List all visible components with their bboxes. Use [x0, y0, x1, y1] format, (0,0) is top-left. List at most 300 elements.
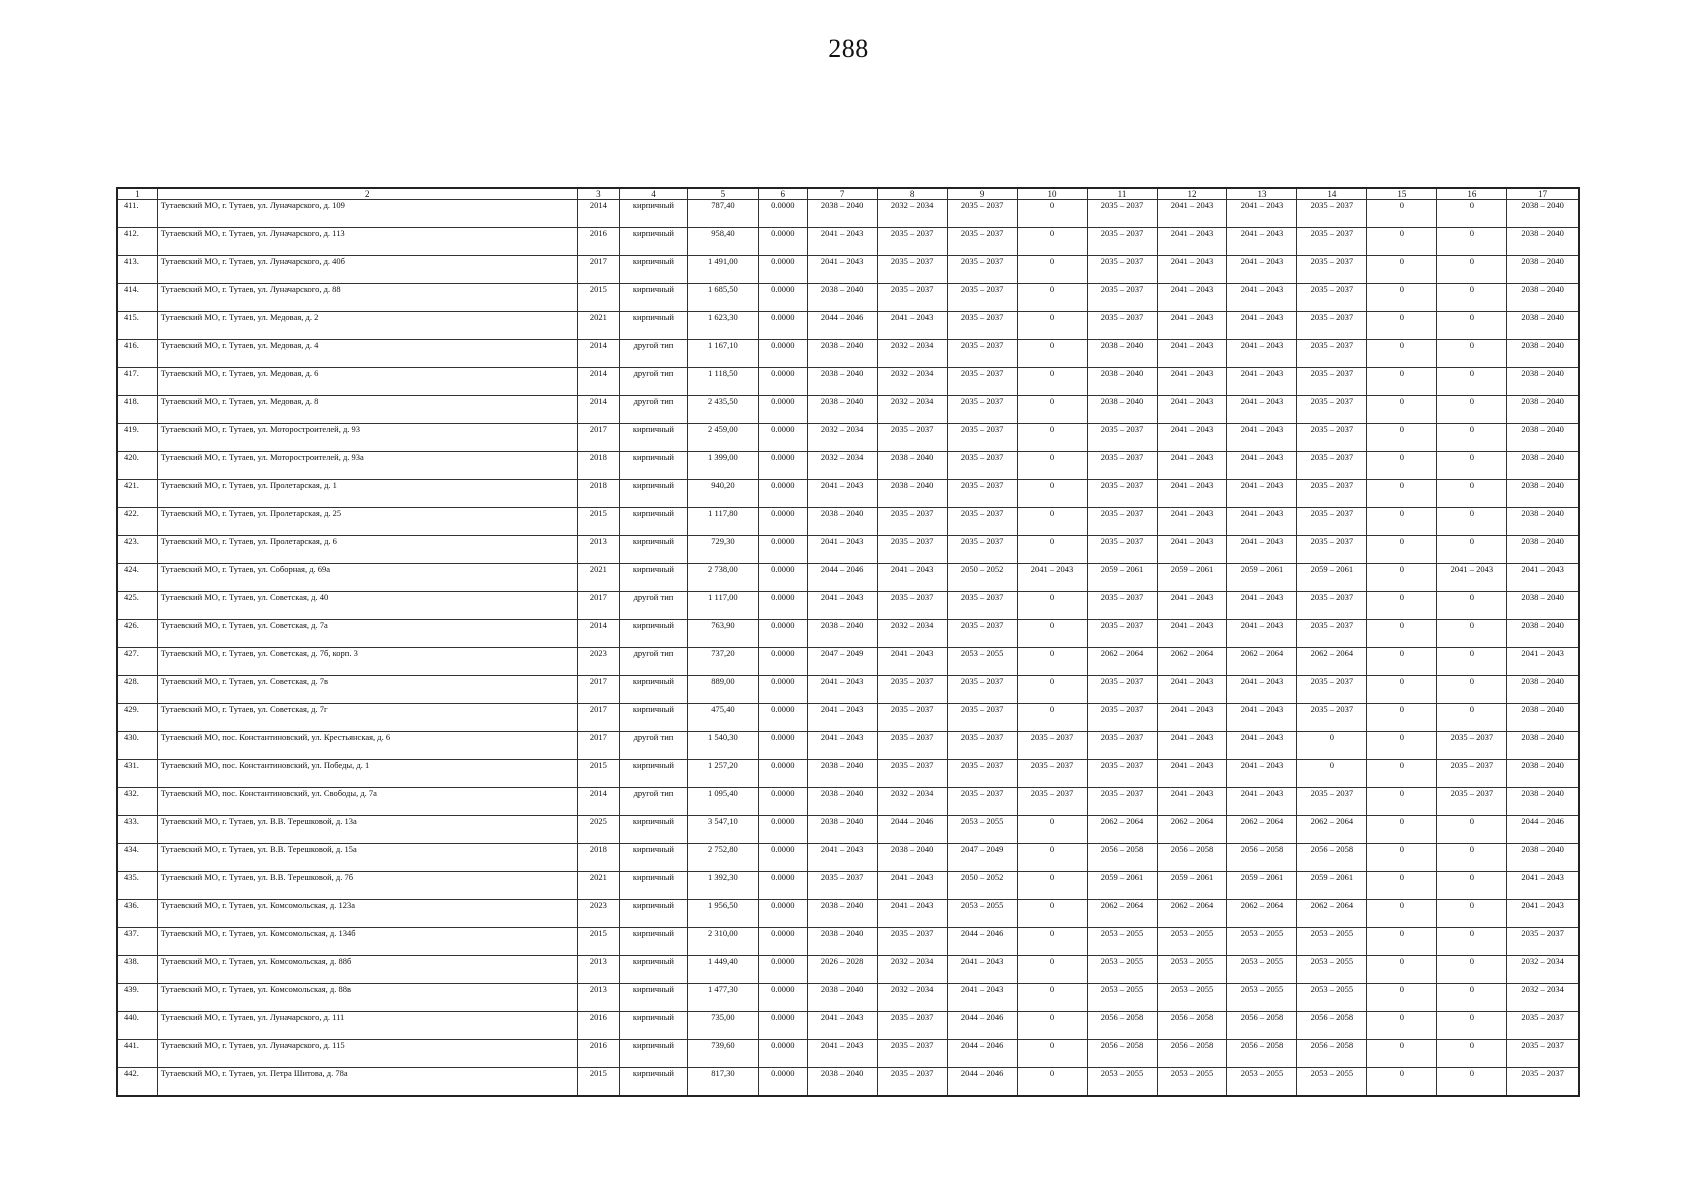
cell-period-col-11: 2035 – 2037 [1087, 732, 1157, 760]
cell-wall-material: другой тип [620, 340, 688, 368]
cell-period-col-15: 0 [1367, 928, 1437, 956]
cell-period-col-12: 2041 – 2043 [1157, 200, 1227, 228]
cell-period-col-15: 0 [1367, 592, 1437, 620]
cell-row-number: 429. [117, 704, 157, 732]
cell-period-col-8: 2041 – 2043 [877, 900, 947, 928]
cell-period-col-16: 0 [1437, 284, 1507, 312]
table-row [117, 564, 1579, 592]
cell-period-col-11: 2035 – 2037 [1087, 760, 1157, 788]
table-row [117, 788, 1579, 816]
cell-period-col-8: 2035 – 2037 [877, 732, 947, 760]
cell-year: 2016 [577, 228, 619, 256]
cell-period-col-12: 2041 – 2043 [1157, 452, 1227, 480]
cell-wall-material: кирпичный [620, 872, 688, 900]
cell-period-col-13: 2041 – 2043 [1227, 676, 1297, 704]
cell-wall-material: другой тип [620, 648, 688, 676]
cell-period-col-17: 2044 – 2046 [1507, 816, 1579, 844]
cell-period-col-11: 2053 – 2055 [1087, 928, 1157, 956]
cell-coefficient: 0.0000 [758, 396, 807, 424]
cell-address: Тутаевский МО, г. Тутаев, ул. Комсомольская, д. 88б [157, 956, 577, 984]
cell-period-col-7: 2038 – 2040 [807, 928, 877, 956]
cell-period-col-15: 0 [1367, 1012, 1437, 1040]
cell-period-col-9: 2035 – 2037 [947, 704, 1017, 732]
cell-period-col-16: 2035 – 2037 [1437, 788, 1507, 816]
cell-coefficient: 0.0000 [758, 760, 807, 788]
cell-coefficient: 0.0000 [758, 872, 807, 900]
cell-period-col-11: 2035 – 2037 [1087, 536, 1157, 564]
cell-period-col-11: 2035 – 2037 [1087, 452, 1157, 480]
table-row [117, 1068, 1579, 1097]
cell-period-col-13: 2041 – 2043 [1227, 228, 1297, 256]
cell-period-col-14: 2053 – 2055 [1297, 1068, 1367, 1097]
cell-row-number: 427. [117, 648, 157, 676]
table-row [117, 368, 1579, 396]
table-row [117, 536, 1579, 564]
cell-period-col-7: 2038 – 2040 [807, 368, 877, 396]
cell-period-col-10: 0 [1017, 536, 1087, 564]
cell-area: 1 477,30 [687, 984, 758, 1012]
cell-period-col-8: 2032 – 2034 [877, 620, 947, 648]
cell-area: 2 435,50 [687, 396, 758, 424]
cell-wall-material: другой тип [620, 788, 688, 816]
cell-period-col-15: 0 [1367, 284, 1437, 312]
cell-wall-material: кирпичный [620, 424, 688, 452]
cell-row-number: 411. [117, 200, 157, 228]
cell-wall-material: кирпичный [620, 1012, 688, 1040]
cell-period-col-15: 0 [1367, 256, 1437, 284]
cell-period-col-10: 0 [1017, 648, 1087, 676]
table-row [117, 900, 1579, 928]
cell-period-col-11: 2038 – 2040 [1087, 340, 1157, 368]
cell-period-col-16: 0 [1437, 424, 1507, 452]
cell-coefficient: 0.0000 [758, 508, 807, 536]
cell-coefficient: 0.0000 [758, 648, 807, 676]
cell-period-col-14: 2035 – 2037 [1297, 452, 1367, 480]
cell-period-col-16: 0 [1437, 508, 1507, 536]
cell-period-col-14: 2035 – 2037 [1297, 424, 1367, 452]
cell-period-col-12: 2059 – 2061 [1157, 564, 1227, 592]
cell-period-col-13: 2041 – 2043 [1227, 424, 1297, 452]
cell-period-col-9: 2035 – 2037 [947, 200, 1017, 228]
cell-wall-material: кирпичный [620, 816, 688, 844]
cell-area: 817,30 [687, 1068, 758, 1097]
cell-area: 1 956,50 [687, 900, 758, 928]
cell-period-col-17: 2041 – 2043 [1507, 648, 1579, 676]
cell-period-col-16: 0 [1437, 228, 1507, 256]
cell-wall-material: кирпичный [620, 928, 688, 956]
cell-period-col-7: 2041 – 2043 [807, 704, 877, 732]
cell-period-col-8: 2035 – 2037 [877, 424, 947, 452]
cell-period-col-9: 2035 – 2037 [947, 368, 1017, 396]
table-row [117, 396, 1579, 424]
cell-area: 2 752,80 [687, 844, 758, 872]
cell-row-number: 435. [117, 872, 157, 900]
cell-period-col-8: 2032 – 2034 [877, 368, 947, 396]
cell-period-col-15: 0 [1367, 816, 1437, 844]
cell-row-number: 430. [117, 732, 157, 760]
table-row [117, 256, 1579, 284]
cell-period-col-11: 2056 – 2058 [1087, 1012, 1157, 1040]
cell-row-number: 426. [117, 620, 157, 648]
cell-wall-material: кирпичный [620, 676, 688, 704]
cell-period-col-17: 2038 – 2040 [1507, 480, 1579, 508]
cell-coefficient: 0.0000 [758, 1068, 807, 1097]
cell-period-col-12: 2053 – 2055 [1157, 984, 1227, 1012]
cell-period-col-16: 0 [1437, 620, 1507, 648]
cell-period-col-8: 2035 – 2037 [877, 284, 947, 312]
cell-coefficient: 0.0000 [758, 732, 807, 760]
cell-coefficient: 0.0000 [758, 536, 807, 564]
table-row [117, 284, 1579, 312]
cell-coefficient: 0.0000 [758, 1040, 807, 1068]
cell-period-col-14: 2035 – 2037 [1297, 788, 1367, 816]
cell-period-col-9: 2041 – 2043 [947, 956, 1017, 984]
cell-row-number: 428. [117, 676, 157, 704]
cell-coefficient: 0.0000 [758, 592, 807, 620]
cell-coefficient: 0.0000 [758, 620, 807, 648]
cell-period-col-11: 2056 – 2058 [1087, 1040, 1157, 1068]
cell-period-col-10: 0 [1017, 956, 1087, 984]
cell-period-col-12: 2041 – 2043 [1157, 396, 1227, 424]
cell-year: 2014 [577, 396, 619, 424]
cell-period-col-13: 2041 – 2043 [1227, 536, 1297, 564]
cell-wall-material: кирпичный [620, 480, 688, 508]
cell-wall-material: кирпичный [620, 1040, 688, 1068]
cell-year: 2017 [577, 676, 619, 704]
cell-period-col-12: 2041 – 2043 [1157, 424, 1227, 452]
cell-period-col-9: 2035 – 2037 [947, 536, 1017, 564]
cell-period-col-12: 2041 – 2043 [1157, 312, 1227, 340]
table-row [117, 704, 1579, 732]
cell-period-col-13: 2059 – 2061 [1227, 564, 1297, 592]
cell-coefficient: 0.0000 [758, 1012, 807, 1040]
cell-period-col-14: 2059 – 2061 [1297, 564, 1367, 592]
cell-period-col-10: 0 [1017, 984, 1087, 1012]
cell-period-col-9: 2035 – 2037 [947, 256, 1017, 284]
cell-period-col-12: 2056 – 2058 [1157, 844, 1227, 872]
cell-period-col-11: 2035 – 2037 [1087, 592, 1157, 620]
cell-period-col-16: 0 [1437, 704, 1507, 732]
cell-period-col-14: 2056 – 2058 [1297, 1012, 1367, 1040]
cell-year: 2017 [577, 256, 619, 284]
column-header-4: 4 [620, 188, 688, 200]
cell-period-col-11: 2035 – 2037 [1087, 228, 1157, 256]
cell-period-col-12: 2041 – 2043 [1157, 256, 1227, 284]
table-row [117, 592, 1579, 620]
cell-period-col-14: 2035 – 2037 [1297, 508, 1367, 536]
cell-period-col-8: 2032 – 2034 [877, 984, 947, 1012]
cell-period-col-10: 0 [1017, 620, 1087, 648]
cell-period-col-16: 2035 – 2037 [1437, 760, 1507, 788]
cell-year: 2021 [577, 564, 619, 592]
cell-period-col-7: 2041 – 2043 [807, 676, 877, 704]
cell-period-col-13: 2056 – 2058 [1227, 844, 1297, 872]
cell-period-col-17: 2035 – 2037 [1507, 1012, 1579, 1040]
cell-row-number: 423. [117, 536, 157, 564]
cell-coefficient: 0.0000 [758, 900, 807, 928]
cell-period-col-12: 2041 – 2043 [1157, 228, 1227, 256]
cell-period-col-8: 2032 – 2034 [877, 956, 947, 984]
column-header-3: 3 [577, 188, 619, 200]
cell-coefficient: 0.0000 [758, 480, 807, 508]
column-header-5: 5 [687, 188, 758, 200]
cell-period-col-12: 2041 – 2043 [1157, 592, 1227, 620]
cell-period-col-10: 2035 – 2037 [1017, 732, 1087, 760]
cell-period-col-12: 2053 – 2055 [1157, 1068, 1227, 1097]
cell-area: 1 117,00 [687, 592, 758, 620]
cell-period-col-8: 2032 – 2034 [877, 200, 947, 228]
cell-period-col-8: 2041 – 2043 [877, 648, 947, 676]
cell-period-col-16: 0 [1437, 1012, 1507, 1040]
cell-period-col-9: 2035 – 2037 [947, 452, 1017, 480]
cell-period-col-7: 2041 – 2043 [807, 1012, 877, 1040]
table-row [117, 508, 1579, 536]
cell-period-col-12: 2062 – 2064 [1157, 648, 1227, 676]
cell-period-col-16: 0 [1437, 340, 1507, 368]
cell-period-col-16: 0 [1437, 396, 1507, 424]
table-row [117, 648, 1579, 676]
column-header-13: 13 [1227, 188, 1297, 200]
cell-period-col-17: 2038 – 2040 [1507, 228, 1579, 256]
cell-year: 2023 [577, 648, 619, 676]
cell-wall-material: кирпичный [620, 228, 688, 256]
cell-row-number: 421. [117, 480, 157, 508]
cell-period-col-13: 2062 – 2064 [1227, 648, 1297, 676]
cell-period-col-13: 2041 – 2043 [1227, 452, 1297, 480]
cell-area: 1 623,30 [687, 312, 758, 340]
cell-period-col-10: 0 [1017, 368, 1087, 396]
cell-period-col-10: 0 [1017, 228, 1087, 256]
cell-year: 2021 [577, 312, 619, 340]
cell-period-col-11: 2035 – 2037 [1087, 284, 1157, 312]
cell-period-col-17: 2035 – 2037 [1507, 1068, 1579, 1097]
cell-period-col-17: 2041 – 2043 [1507, 872, 1579, 900]
table-row [117, 452, 1579, 480]
cell-wall-material: другой тип [620, 732, 688, 760]
cell-period-col-14: 2053 – 2055 [1297, 984, 1367, 1012]
cell-area: 737,20 [687, 648, 758, 676]
cell-period-col-11: 2053 – 2055 [1087, 984, 1157, 1012]
cell-period-col-9: 2047 – 2049 [947, 844, 1017, 872]
cell-period-col-15: 0 [1367, 788, 1437, 816]
cell-address: Тутаевский МО, г. Тутаев, ул. Советская, д. 7б, корп. 3 [157, 648, 577, 676]
cell-period-col-10: 0 [1017, 928, 1087, 956]
cell-period-col-10: 0 [1017, 900, 1087, 928]
cell-period-col-14: 2035 – 2037 [1297, 228, 1367, 256]
column-header-14: 14 [1297, 188, 1367, 200]
cell-period-col-16: 0 [1437, 368, 1507, 396]
cell-area: 763,90 [687, 620, 758, 648]
cell-coefficient: 0.0000 [758, 200, 807, 228]
cell-period-col-14: 0 [1297, 760, 1367, 788]
cell-period-col-17: 2032 – 2034 [1507, 956, 1579, 984]
cell-period-col-17: 2038 – 2040 [1507, 536, 1579, 564]
cell-period-col-17: 2035 – 2037 [1507, 1040, 1579, 1068]
cell-period-col-8: 2035 – 2037 [877, 1068, 947, 1097]
cell-row-number: 414. [117, 284, 157, 312]
cell-period-col-16: 0 [1437, 928, 1507, 956]
cell-period-col-11: 2035 – 2037 [1087, 620, 1157, 648]
cell-address: Тутаевский МО, г. Тутаев, ул. В.В. Терешковой, д. 13а [157, 816, 577, 844]
cell-period-col-14: 2035 – 2037 [1297, 536, 1367, 564]
cell-area: 1 392,30 [687, 872, 758, 900]
cell-area: 958,40 [687, 228, 758, 256]
cell-area: 1 540,30 [687, 732, 758, 760]
cell-period-col-13: 2053 – 2055 [1227, 956, 1297, 984]
cell-period-col-12: 2056 – 2058 [1157, 1012, 1227, 1040]
table-row [117, 760, 1579, 788]
cell-year: 2014 [577, 788, 619, 816]
cell-period-col-12: 2041 – 2043 [1157, 620, 1227, 648]
cell-period-col-11: 2035 – 2037 [1087, 312, 1157, 340]
cell-address: Тутаевский МО, г. Тутаев, ул. В.В. Терешковой, д. 15а [157, 844, 577, 872]
cell-period-col-12: 2053 – 2055 [1157, 956, 1227, 984]
cell-wall-material: кирпичный [620, 844, 688, 872]
cell-period-col-17: 2038 – 2040 [1507, 200, 1579, 228]
cell-period-col-13: 2053 – 2055 [1227, 928, 1297, 956]
table-row [117, 872, 1579, 900]
cell-period-col-7: 2038 – 2040 [807, 788, 877, 816]
cell-period-col-8: 2032 – 2034 [877, 788, 947, 816]
cell-year: 2016 [577, 1012, 619, 1040]
cell-period-col-11: 2038 – 2040 [1087, 396, 1157, 424]
cell-period-col-15: 0 [1367, 480, 1437, 508]
cell-period-col-10: 0 [1017, 676, 1087, 704]
table-row [117, 1012, 1579, 1040]
cell-area: 1 399,00 [687, 452, 758, 480]
cell-coefficient: 0.0000 [758, 312, 807, 340]
cell-period-col-14: 2035 – 2037 [1297, 704, 1367, 732]
cell-area: 739,60 [687, 1040, 758, 1068]
cell-wall-material: кирпичный [620, 984, 688, 1012]
cell-period-col-8: 2035 – 2037 [877, 508, 947, 536]
cell-period-col-16: 0 [1437, 1040, 1507, 1068]
cell-coefficient: 0.0000 [758, 704, 807, 732]
cell-period-col-11: 2035 – 2037 [1087, 256, 1157, 284]
cell-period-col-13: 2041 – 2043 [1227, 760, 1297, 788]
cell-period-col-14: 2035 – 2037 [1297, 284, 1367, 312]
cell-row-number: 419. [117, 424, 157, 452]
cell-address: Тутаевский МО, г. Тутаев, ул. Пролетарская, д. 1 [157, 480, 577, 508]
cell-area: 889,00 [687, 676, 758, 704]
cell-period-col-11: 2053 – 2055 [1087, 956, 1157, 984]
cell-period-col-17: 2038 – 2040 [1507, 368, 1579, 396]
cell-period-col-9: 2053 – 2055 [947, 816, 1017, 844]
cell-address: Тутаевский МО, г. Тутаев, ул. Петра Шитова, д. 78а [157, 1068, 577, 1097]
cell-period-col-15: 0 [1367, 620, 1437, 648]
cell-period-col-14: 2056 – 2058 [1297, 844, 1367, 872]
cell-address: Тутаевский МО, г. Тутаев, ул. Моторостроителей, д. 93 [157, 424, 577, 452]
cell-area: 475,40 [687, 704, 758, 732]
cell-period-col-13: 2056 – 2058 [1227, 1040, 1297, 1068]
cell-area: 2 459,00 [687, 424, 758, 452]
cell-year: 2014 [577, 368, 619, 396]
cell-area: 735,00 [687, 1012, 758, 1040]
cell-coefficient: 0.0000 [758, 228, 807, 256]
cell-period-col-12: 2041 – 2043 [1157, 732, 1227, 760]
table-row [117, 732, 1579, 760]
cell-wall-material: кирпичный [620, 200, 688, 228]
cell-period-col-11: 2059 – 2061 [1087, 872, 1157, 900]
cell-wall-material: другой тип [620, 368, 688, 396]
cell-wall-material: другой тип [620, 396, 688, 424]
cell-wall-material: кирпичный [620, 536, 688, 564]
cell-period-col-15: 0 [1367, 368, 1437, 396]
cell-period-col-9: 2044 – 2046 [947, 1040, 1017, 1068]
cell-period-col-7: 2038 – 2040 [807, 200, 877, 228]
cell-period-col-17: 2038 – 2040 [1507, 620, 1579, 648]
cell-period-col-16: 0 [1437, 648, 1507, 676]
cell-row-number: 415. [117, 312, 157, 340]
cell-row-number: 416. [117, 340, 157, 368]
cell-period-col-8: 2044 – 2046 [877, 816, 947, 844]
cell-area: 3 547,10 [687, 816, 758, 844]
cell-period-col-11: 2038 – 2040 [1087, 368, 1157, 396]
cell-period-col-15: 0 [1367, 1040, 1437, 1068]
cell-period-col-17: 2038 – 2040 [1507, 592, 1579, 620]
cell-address: Тутаевский МО, г. Тутаев, ул. Комсомольская, д. 123а [157, 900, 577, 928]
cell-wall-material: кирпичный [620, 1068, 688, 1097]
cell-period-col-15: 0 [1367, 844, 1437, 872]
cell-period-col-13: 2041 – 2043 [1227, 256, 1297, 284]
cell-wall-material: кирпичный [620, 312, 688, 340]
cell-period-col-7: 2047 – 2049 [807, 648, 877, 676]
cell-period-col-8: 2035 – 2037 [877, 928, 947, 956]
column-number-row [117, 188, 1579, 200]
cell-period-col-16: 0 [1437, 256, 1507, 284]
cell-year: 2017 [577, 704, 619, 732]
cell-period-col-13: 2053 – 2055 [1227, 984, 1297, 1012]
cell-address: Тутаевский МО, г. Тутаев, ул. Пролетарская, д. 25 [157, 508, 577, 536]
cell-period-col-9: 2035 – 2037 [947, 732, 1017, 760]
cell-period-col-17: 2038 – 2040 [1507, 704, 1579, 732]
cell-year: 2015 [577, 284, 619, 312]
cell-period-col-17: 2038 – 2040 [1507, 256, 1579, 284]
cell-period-col-12: 2041 – 2043 [1157, 368, 1227, 396]
cell-period-col-13: 2053 – 2055 [1227, 1068, 1297, 1097]
cell-area: 1 491,00 [687, 256, 758, 284]
cell-period-col-13: 2041 – 2043 [1227, 396, 1297, 424]
cell-row-number: 431. [117, 760, 157, 788]
cell-wall-material: кирпичный [620, 508, 688, 536]
cell-period-col-12: 2041 – 2043 [1157, 760, 1227, 788]
column-header-2: 2 [157, 188, 577, 200]
cell-period-col-16: 0 [1437, 900, 1507, 928]
cell-period-col-17: 2038 – 2040 [1507, 452, 1579, 480]
cell-period-col-17: 2041 – 2043 [1507, 900, 1579, 928]
column-header-9: 9 [947, 188, 1017, 200]
cell-period-col-8: 2038 – 2040 [877, 844, 947, 872]
cell-year: 2015 [577, 1068, 619, 1097]
cell-period-col-14: 2035 – 2037 [1297, 368, 1367, 396]
cell-period-col-9: 2035 – 2037 [947, 312, 1017, 340]
table-row [117, 928, 1579, 956]
cell-row-number: 412. [117, 228, 157, 256]
cell-period-col-15: 0 [1367, 648, 1437, 676]
cell-year: 2023 [577, 900, 619, 928]
cell-year: 2017 [577, 732, 619, 760]
cell-period-col-14: 2062 – 2064 [1297, 816, 1367, 844]
cell-wall-material: кирпичный [620, 760, 688, 788]
table-row [117, 956, 1579, 984]
cell-period-col-9: 2035 – 2037 [947, 788, 1017, 816]
cell-period-col-13: 2041 – 2043 [1227, 340, 1297, 368]
cell-address: Тутаевский МО, г. Тутаев, ул. Комсомольская, д. 88в [157, 984, 577, 1012]
cell-address: Тутаевский МО, пос. Константиновский, ул. Победы, д. 1 [157, 760, 577, 788]
column-header-16: 16 [1437, 188, 1507, 200]
cell-address: Тутаевский МО, г. Тутаев, ул. Советская, д. 7в [157, 676, 577, 704]
cell-period-col-12: 2041 – 2043 [1157, 508, 1227, 536]
